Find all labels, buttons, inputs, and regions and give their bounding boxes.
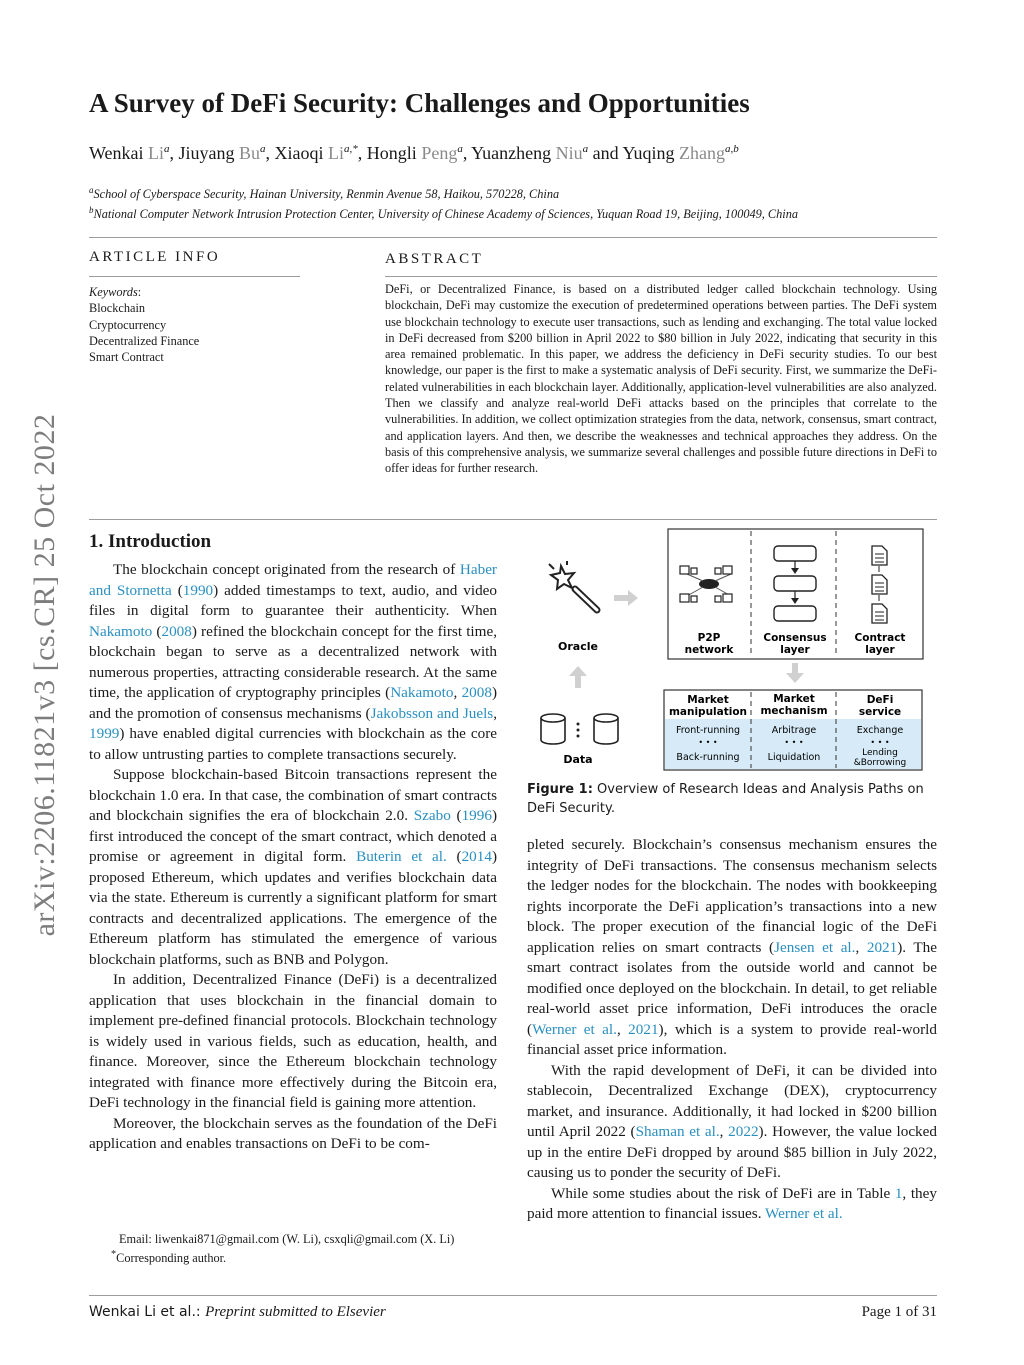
author-affiliation-mark: a: [457, 143, 463, 155]
header-divider: [89, 237, 937, 238]
email-footnote: Email: liwenkai871@gmail.com (W. Li), csxqli@gmail.com (X. Li): [119, 1232, 455, 1246]
arxiv-stamp-text: arXiv:2206.11821v3 [cs.CR] 25 Oct 2022: [28, 413, 61, 937]
author-affiliation-mark: a,*: [344, 143, 358, 155]
keyword-item: Blockchain: [89, 301, 146, 316]
body-paragraph: With the rapid development of DeFi, it can be divided into stablecoin, Decentralized Exchange (DEX), cryptocurrency market, and insurance. Additionally, it had locked in $200 billion until April 2022 (Shaman et al., 2022). However, the value locked up in the entire DeFi dropped by around $85 billion in July 2022, causing us to ponder the security of DeFi.: [527, 1061, 937, 1181]
introduction-heading: 1. Introduction: [89, 531, 212, 552]
footer-authors: Wenkai Li et al.:: [89, 1304, 201, 1320]
footer-divider: [89, 1295, 937, 1296]
p2p-network-label-line1: P2P: [697, 632, 721, 644]
author-last-name: Li: [328, 143, 345, 163]
market-mechanism-head-line1: Market: [773, 693, 815, 705]
keyword-item: Decentralized Finance: [89, 333, 200, 348]
body-paragraph: While some studies about the risk of DeFi are in Table 1, they paid more attention to financial issues. Werner et al.: [527, 1184, 937, 1222]
database-icon: [594, 714, 618, 744]
corresponding-text: Corresponding author.: [116, 1251, 227, 1266]
citation-link[interactable]: Werner et al.: [532, 1020, 617, 1038]
exchange-item: Exchange: [856, 725, 904, 736]
back-running-item: Back-running: [676, 752, 740, 763]
citation-link[interactable]: 1996: [461, 807, 492, 824]
contract-layer-label-line2: layer: [865, 644, 895, 656]
right-arrow-icon: [614, 590, 638, 606]
document-icon: [872, 604, 887, 623]
keywords-block: Keywords: Blockchain Cryptocurrency Decentralized Finance Smart Contract: [89, 284, 299, 365]
body-paragraph: Suppose blockchain-based Bitcoin transactions represent the blockchain 1.0 era. In that case, the combination of smart contracts and blockchain signifies the era of blockchain 2.0. Szabo (1996) first introduced the concept of the smart contract, which denoted a promise or agreement in digital form. Buterin et al. (2014) proposed Ethereum, which updates and verifies blockchain data via the state. Ethereum is currently a significant platform for smart contracts and decentralized applications. The emergence of the Ethereum platform has stimulated the emergence of various blockchain platforms, such as BNB and Polygon.: [89, 766, 498, 968]
ellipsis-text: • • •: [784, 738, 804, 747]
consensus-flow-icon: [774, 546, 816, 621]
left-column-text: [89, 560, 497, 1155]
keyword-item: Smart Contract: [89, 350, 164, 365]
author-name: [367, 143, 463, 163]
affiliation-mark: b: [89, 205, 94, 215]
citation-link[interactable]: Nakamoto: [89, 622, 153, 640]
citation-link[interactable]: 2008: [161, 622, 192, 640]
body-paragraph: In addition, Decentralized Finance (DeFi) is a decentralized application that uses blockchain in the financial domain to implement pre-defined financial protocols. Blockchain technology is widely used in various fields, such as education, health, and finance. Moreover, since the Ethereum blockchain technology integrated with finance more effectively during the Bitcoin era, DeFi technology in the financial field is gaining more attention.: [89, 971, 497, 1111]
figure-1-diagram: [527, 526, 937, 776]
arxiv-stamp: [22, 370, 68, 980]
citation-link[interactable]: 2022: [728, 1123, 759, 1140]
p2p-network-label-line2: network: [684, 644, 734, 656]
ellipsis-dot: [577, 735, 580, 738]
body-paragraph: Moreover, the blockchain serves as the foundation of the DeFi application and enables transactions on DeFi to be com-: [89, 1114, 497, 1152]
citation-link[interactable]: 1: [894, 1184, 903, 1202]
market-mechanism-head-line2: mechanism: [760, 705, 828, 717]
citation-link[interactable]: Buterin et al.: [356, 848, 447, 865]
database-icon: [541, 714, 565, 744]
ellipsis-dot: [577, 729, 580, 732]
citation-link[interactable]: Szabo: [413, 807, 451, 824]
affiliation-mark: a: [89, 185, 94, 195]
author-affiliation-mark: a: [260, 143, 266, 155]
citation-link[interactable]: 1990: [182, 581, 214, 599]
abstract-heading: ABSTRACT: [385, 251, 484, 267]
ellipsis-text: • • •: [698, 738, 718, 747]
author-name: [471, 143, 588, 163]
document-icon: [872, 546, 887, 565]
citation-link[interactable]: Jensen et al.: [774, 938, 856, 956]
affiliation-text: School of Cyberspace Security, Hainan University, Renmin Avenue 58, Haikou, 570228, China: [93, 187, 560, 202]
keyword-item: Cryptocurrency: [89, 317, 167, 332]
defi-service-head-line1: DeFi: [866, 694, 894, 706]
defi-service-head-line2: service: [858, 706, 902, 718]
citation-link[interactable]: 2021: [866, 938, 898, 956]
citation-link[interactable]: 2021: [628, 1020, 659, 1038]
arbitrage-item: Arbitrage: [771, 725, 817, 736]
paper-title: A Survey of DeFi Security: Challenges and Opportunities: [89, 88, 750, 118]
liquidation-item: Liquidation: [767, 752, 821, 763]
citation-link[interactable]: Shaman et al.: [635, 1123, 720, 1140]
author-first-name: Wenkai: [89, 143, 149, 163]
citation-link[interactable]: Haber and Stornetta: [89, 561, 497, 599]
author-name: [89, 143, 170, 163]
affiliation-b: [89, 205, 798, 222]
borrowing-item: &Borrowing: [853, 758, 907, 768]
affiliation-text: National Computer Network Intrusion Protection Center, University of Chinese Academy of Sciences, Yuquan Road 19, Beijing, 100049, China: [93, 207, 799, 222]
footer-preprint: Preprint submitted to Elsevier: [205, 1304, 386, 1320]
body-paragraph: pleted securely. Blockchain’s consensus mechanism ensures the integrity of DeFi transactions. The consensus mechanism selects the ledger nodes for the blockchain. The nodes with bookkeeping rights incorporate the DeFi application’s transactions into a new block. The proper execution of the financial logic of the DeFi application relies on smart contracts (Jensen et al., 2021). The smart contract isolates from the outside world and cannot be modified once deployed on the blockchain. In detail, to get reliable real-world asset price information, DeFi introduces the oracle (Werner et al., 2021), which is a system to provide real-world financial asset price information.: [527, 836, 937, 1058]
page-number: Page 1 of 31: [861, 1304, 937, 1320]
citation-link[interactable]: 2014: [461, 848, 492, 865]
magic-wand-icon: [549, 561, 597, 610]
body-paragraph: The blockchain concept originated from the research of Haber and Stornetta (1990) added timestamps to text, audio, and video files in digital form to guarantee their authenticity. When Nakamoto (2008) refined the blockchain concept for the first time, blockchain began to serve as a decentralized network with numerous properties, attracting considerable research. At the same time, the application of cryptography principles (Nakamoto, 2008) and the promotion of consensus mechanisms (Jakobsson and Juels, 1999) have enabled digital currencies with blockchain as the core to allow untrusting parties to complete transactions securely.: [89, 561, 497, 763]
document-icon: [872, 575, 887, 594]
author-name: [179, 143, 266, 163]
footnotes: [89, 1231, 509, 1266]
author-first-name: Jiuyang: [178, 143, 240, 163]
front-running-item: Front-running: [675, 725, 741, 736]
citation-link[interactable]: 1999: [89, 725, 120, 742]
down-arrow-icon: [786, 663, 804, 683]
author-conjunction: and: [588, 143, 623, 163]
up-arrow-icon: [569, 666, 587, 688]
citation-link[interactable]: Werner et al.: [765, 1205, 843, 1222]
keywords-label: Keywords: [89, 285, 138, 299]
market-manipulation-head-line1: Market: [687, 694, 729, 706]
author-last-name: Li: [148, 143, 165, 163]
author-last-name: Bu: [239, 143, 261, 163]
figure-caption-text: Overview of Research Ideas and Analysis Paths on DeFi Security.: [527, 782, 924, 816]
author-last-name: Peng: [421, 143, 458, 163]
ellipsis-dot: [577, 723, 580, 726]
citation-link[interactable]: Jakobsson and Juels: [370, 704, 494, 722]
author-name: [275, 143, 358, 163]
consensus-layer-label-line2: layer: [780, 644, 810, 656]
author-first-name: Yuanzheng: [471, 143, 556, 163]
citation-link[interactable]: Nakamoto: [390, 684, 454, 701]
figure-1-caption: [527, 780, 939, 818]
author-name: [622, 143, 738, 163]
corresponding-footnote: *Corresponding author.: [111, 1249, 227, 1266]
abstract-bottom-divider: [89, 519, 937, 520]
abstract-text: DeFi, or Decentralized Finance, is based on a distributed ledger called blockchain technology. Using blockchain, DeFi may customize the execution of predetermined operations between parties. The DeFi system use blockchain technology to execute user transactions, such as lending and exchanging. The total value locked in DeFi decreased from $200 billion in April 2022 to $80 billion in July 2022, indicating that security in this area remained problematic. In this paper, we address the deficiency in DeFi security studies. To our best knowledge, our paper is the first to make a systematic analysis of DeFi security. First, we summarize the DeFi-related vulnerabilities in each blockchain layer. Additionally, application-level vulnerabilities are also analyzed. Then we classify and analyze real-world DeFi attacks based on the principles that correlate to the vulnerabilities. In addition, we collect optimization strategies from the data, network, consensus, smart contract, and application layers. And then, we describe the weaknesses and technical approaches they address. On the basis of this comprehensive analysis, we summarize several challenges and possible future directions in DeFi to offer ideas for further research.: [385, 282, 937, 476]
footer-citation: [89, 1304, 386, 1321]
ellipsis-text: • • •: [870, 738, 890, 747]
figure-caption-label: Figure 1:: [527, 782, 593, 797]
citation-link[interactable]: 2008: [461, 684, 492, 701]
author-first-name: Yuqing: [622, 143, 679, 163]
market-manipulation-head-line2: manipulation: [668, 706, 748, 718]
lending-item: Lending: [862, 748, 898, 758]
author-first-name: Hongli: [366, 143, 422, 163]
affiliation-a: [89, 185, 559, 202]
contract-layer-label-line1: Contract: [854, 632, 906, 644]
author-affiliation-mark: a: [164, 143, 170, 155]
oracle-label: Oracle: [558, 640, 598, 653]
author-first-name: Xiaoqi: [274, 143, 329, 163]
author-affiliation-mark: a,b: [724, 143, 739, 155]
author-list: Wenkai Li$^a$, Jiuyang Bu$^a$, Xiaoqi $Li^{a,*}$, Hongli Peng$^a$, Yuanzheng Niu$^a$ and Yuqing Zhang$^{a,b}$: [89, 143, 739, 163]
article-info-heading: ARTICLE INFO: [89, 249, 221, 265]
right-column-text: [527, 835, 937, 1225]
article-info-divider: [89, 276, 300, 277]
data-label: Data: [563, 753, 593, 766]
abstract-divider: [385, 276, 937, 277]
author-last-name: Niu: [555, 143, 583, 163]
author-affiliation-mark: a: [582, 143, 589, 155]
consensus-layer-label-line1: Consensus: [763, 632, 827, 644]
author-last-name: Zhang: [678, 143, 725, 163]
